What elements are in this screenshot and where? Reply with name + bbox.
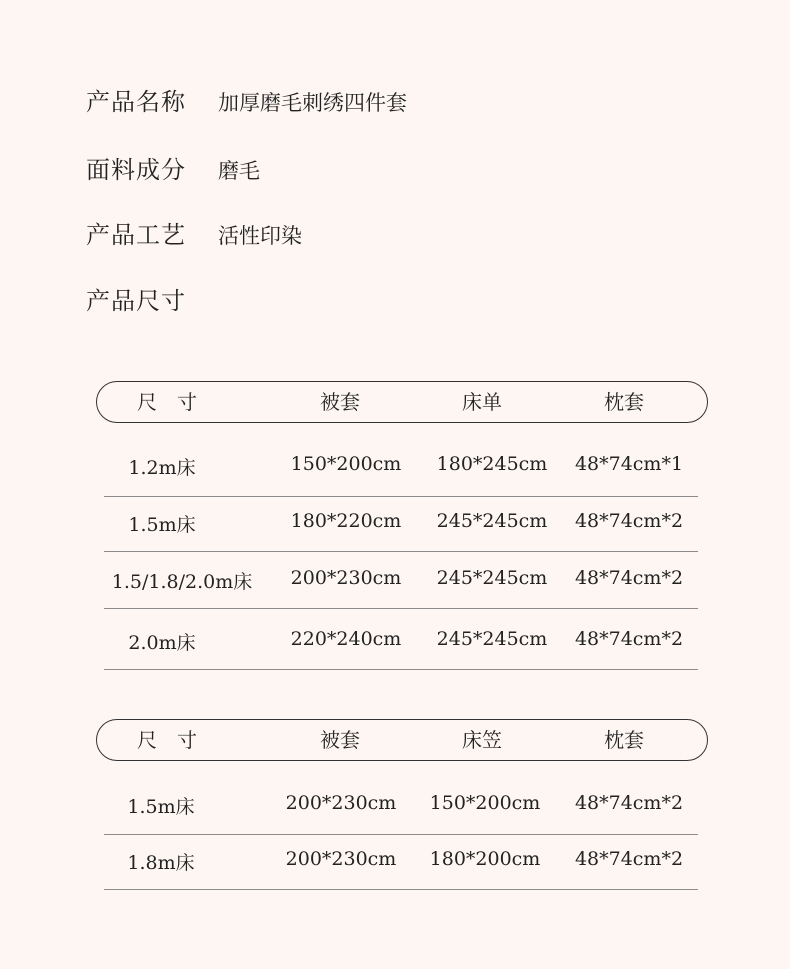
info-row-fabric — [86, 150, 260, 185]
cell-duvet: 200*230cm — [285, 792, 397, 814]
cell-sheet: 245*245cm — [436, 628, 548, 650]
cell-duvet: 200*230cm — [285, 848, 397, 870]
header-pillowcase: 枕套 — [604, 390, 644, 414]
info-row-name — [86, 82, 407, 117]
cell-pillowcase: 48*74cm*2 — [574, 792, 684, 814]
info-label: 产品工艺 — [86, 221, 186, 249]
cell-sheet: 180*245cm — [436, 453, 548, 475]
cell-pillowcase: 48*74cm*1 — [574, 453, 684, 475]
header-fitted-sheet: 床笠 — [462, 728, 502, 752]
table-row — [104, 496, 698, 552]
cell-pillowcase: 48*74cm*2 — [574, 510, 684, 532]
info-row-size — [86, 281, 218, 316]
cell-size: 1.5/1.8/2.0m床 — [111, 571, 253, 593]
cell-sheet: 245*245cm — [436, 567, 548, 589]
cell-pillowcase: 48*74cm*2 — [574, 628, 684, 650]
info-value: 活性印染 — [218, 224, 302, 248]
table-row — [104, 425, 698, 497]
cell-duvet: 150*200cm — [290, 453, 402, 475]
header-duvet: 被套 — [320, 390, 360, 414]
cell-sheet: 245*245cm — [436, 510, 548, 532]
header-size: 尺 寸 — [137, 728, 197, 752]
cell-duvet: 180*220cm — [290, 510, 402, 532]
size-table-1 — [96, 381, 708, 654]
cell-duvet: 200*230cm — [290, 567, 402, 589]
header-duvet: 被套 — [320, 728, 360, 752]
cell-fitted-sheet: 180*200cm — [429, 848, 541, 870]
info-label: 产品名称 — [86, 88, 186, 116]
table-header — [96, 381, 708, 423]
cell-size: 1.8m床 — [127, 852, 195, 874]
cell-duvet: 220*240cm — [290, 628, 402, 650]
cell-size: 1.5m床 — [128, 514, 196, 536]
header-size: 尺 寸 — [137, 390, 197, 414]
table-header — [96, 719, 708, 761]
header-pillowcase: 枕套 — [604, 728, 644, 752]
header-sheet: 床单 — [462, 390, 502, 414]
cell-pillowcase: 48*74cm*2 — [574, 848, 684, 870]
table-row — [104, 763, 698, 835]
info-value: 加厚磨毛刺绣四件套 — [218, 91, 407, 115]
size-table-2 — [96, 719, 708, 874]
table-row — [104, 608, 698, 670]
info-label: 产品尺寸 — [86, 287, 186, 315]
cell-size: 2.0m床 — [128, 632, 196, 654]
table-row — [104, 551, 698, 609]
table-row — [104, 834, 698, 890]
cell-fitted-sheet: 150*200cm — [429, 792, 541, 814]
info-label: 面料成分 — [86, 156, 186, 184]
info-value: 磨毛 — [218, 159, 260, 183]
cell-size: 1.2m床 — [128, 457, 196, 479]
cell-size: 1.5m床 — [127, 796, 195, 818]
cell-pillowcase: 48*74cm*2 — [574, 567, 684, 589]
info-row-craft — [86, 215, 302, 250]
